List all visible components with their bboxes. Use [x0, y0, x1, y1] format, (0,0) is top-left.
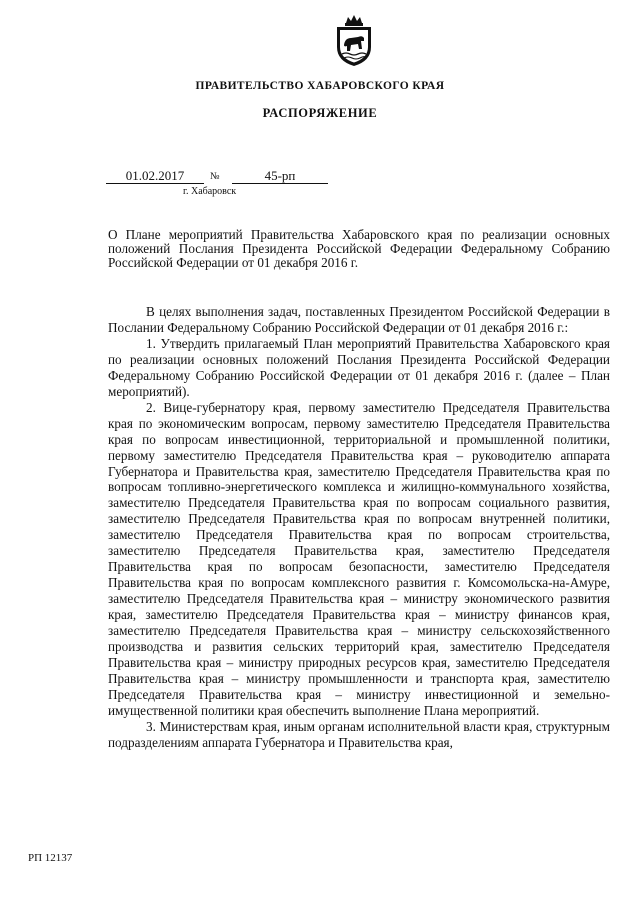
body-paragraph-1: 1. Утвердить прилагаемый План мероприятий Правительства Хабаровского края по реализации основных положений Послания Президента Российской Федерации Федеральному Собранию Российской Федерации от 01 декабря 2016 г. (далее – План мероприятий).: [108, 335, 610, 399]
body-paragraph-3: 3. Министерствам края, иным органам исполнительной власти края, структурным подразделениям аппарата Губернатора и Правительства края,: [108, 718, 610, 750]
number-sign: №: [210, 171, 220, 182]
coat-of-arms-icon: [331, 14, 377, 68]
document-city: г. Хабаровск: [183, 186, 237, 197]
footer-document-code: РП 12137: [28, 852, 73, 864]
document-number: 45-рп: [232, 168, 328, 184]
body-paragraph-preamble: В целях выполнения задач, поставленных Президентом Российской Федерации в Послании Федеральному Собранию Российской Федерации от 01 декабря 2016 г.:: [108, 304, 610, 335]
document-body: [108, 304, 610, 751]
document-type-title: РАСПОРЯЖЕНИЕ: [262, 106, 378, 120]
government-name: ПРАВИТЕЛЬСТВО ХАБАРОВСКОГО КРАЯ: [195, 80, 445, 92]
body-paragraph-2: 2. Вице-губернатору края, первому заместителю Председателя Правительства края по экономическим вопросам, первому заместителю Председателя Правительства края по вопросам инвестиционной, территориальной и промышленной политики, первому заместителю Председателя Правительства края – руководителю аппарата Губернатора и Правительства края, заместителю Председателя Правительства края по вопросам топливно-энергетического комплекса и жилищно-коммунального хозяйства, заместителю Председателя Правительства края по вопросам социального развития, заместителю Председателя Правительства края по вопросам внутренней политики, заместителю Председателя Правительства края по вопросам строительства, заместителю Председателя Правительства края, заместителю Председателя Правительства края по вопросам безопасности, заместителю Председателя Правительства края по вопросам комплексного развития г. Комсомольска-на-Амуре, заместителю Председателя Правительства края – министру экономического развития края, заместителю Председателя Правительства края – министру финансов края, заместителю Председателя Правительства края – министру сельскохозяйственного производства и развития сельских территорий края, заместителю Председателя Правительства края – министру природных ресурсов края, заместителю Председателя Правительства края – министру промышленности и транспорта края, заместителю Председателя Правительства края – министру инвестиционной и земельно-имущественной политики края обеспечить выполнение Плана мероприятий.: [108, 399, 610, 718]
document-subject: О Плане мероприятий Правительства Хабаровского края по реализации основных положений Послания Президента Российской Федерации Федеральному Собранию Российской Федерации от 01 декабря 2016 г.: [108, 227, 610, 271]
document-date: 01.02.2017: [106, 168, 204, 184]
